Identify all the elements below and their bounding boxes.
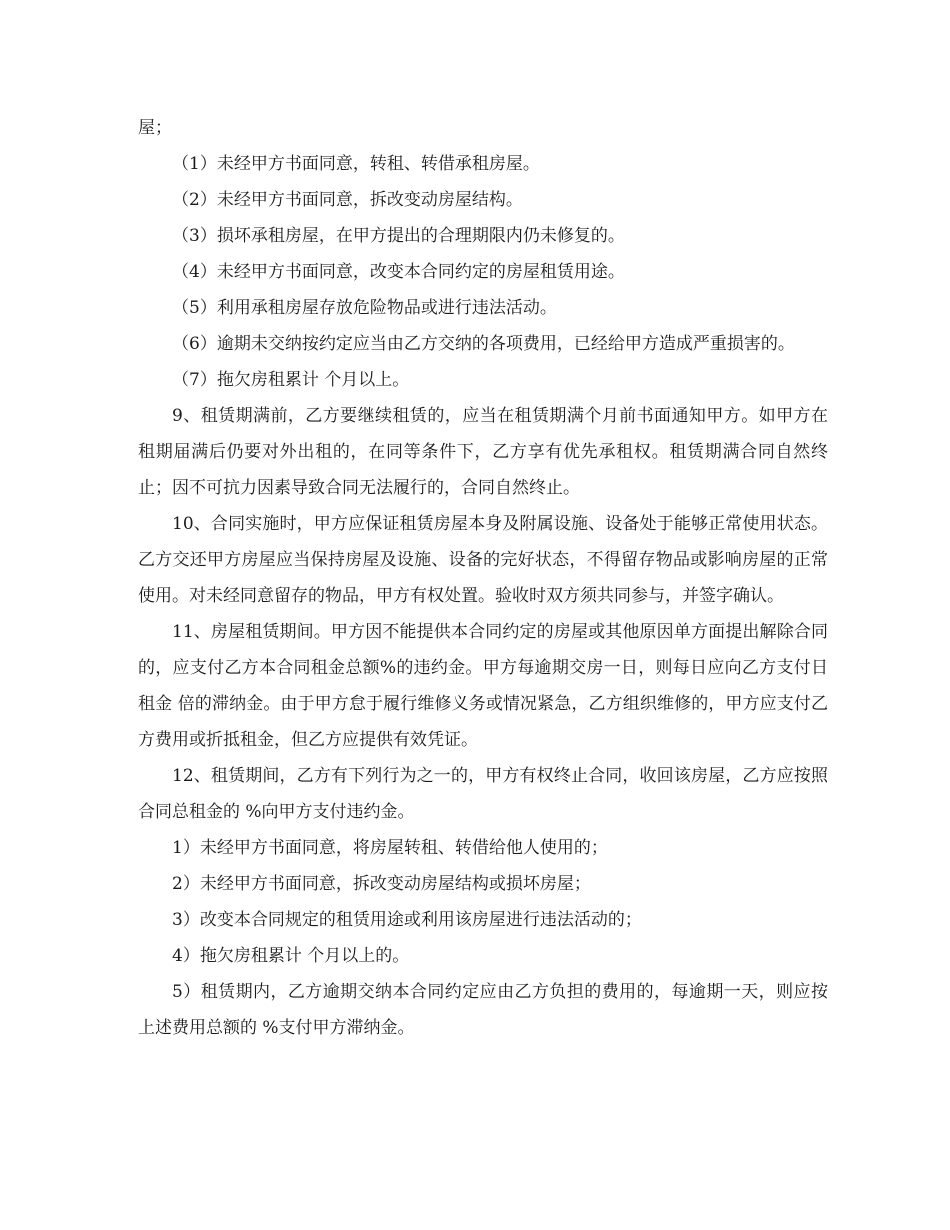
section-12-item-3: 3）改变本合同规定的租赁用途或利用该房屋进行违法活动的；	[172, 910, 642, 930]
clause-item-7: （7）拖欠房租累计 个月以上。	[172, 370, 410, 390]
clause-item-4: （4）未经甲方书面同意，改变本合同约定的房屋租赁用途。	[172, 262, 625, 282]
section-12-item-1: 1）未经甲方书面同意，将房屋转租、转借给他人使用的；	[172, 838, 608, 858]
section-10: 10、合同实施时，甲方应保证租赁房屋本身及附属设施、设备处于能够正常使用状态。乙方交还甲方房屋应当保持房屋及设施、设备的完好状态，不得留存物品或影响房屋的正常使用。对未经同意留存的物品，甲方有权处置。验收时双方须共同参与，并签字确认。	[138, 514, 828, 606]
section-12-item-2: 2）未经甲方书面同意，拆改变动房屋结构或损坏房屋；	[172, 874, 591, 894]
clause-item-2: （2）未经甲方书面同意，拆改变动房屋结构。	[172, 190, 523, 210]
document-body	[138, 110, 828, 1046]
section-12-item-5: 5）租赁期内，乙方逾期交纳本合同约定应由乙方负担的费用的，每逾期一天，则应按上述费用总额的 %支付甲方滞纳金。	[138, 982, 828, 1038]
clause-item-6: （6）逾期未交纳按约定应当由乙方交纳的各项费用，已经给甲方造成严重损害的。	[172, 334, 795, 354]
section-12-item-4: 4）拖欠房租累计 个月以上的。	[172, 946, 410, 966]
clause-item-1: （1）未经甲方书面同意，转租、转借承租房屋。	[172, 154, 540, 174]
section-11: 11、房屋租赁期间。甲方因不能提供本合同约定的房屋或其他原因单方面提出解除合同的，应支付乙方本合同租金总额%的违约金。甲方每逾期交房一日，则每日应向乙方支付日租金 倍的滞纳金。由于甲方怠于履行维修义务或情况紧急，乙方组织维修的，甲方应支付乙方费用或折抵租金，但乙方应提供有效凭证。	[138, 622, 828, 750]
clause-item-3: （3）损坏承租房屋，在甲方提出的合理期限内仍未修复的。	[172, 226, 625, 246]
clause-item-5: （5）利用承租房屋存放危险物品或进行违法活动。	[172, 298, 557, 318]
section-12: 12、租赁期间，乙方有下列行为之一的，甲方有权终止合同，收回该房屋，乙方应按照合同总租金的 %向甲方支付违约金。	[138, 766, 828, 822]
paragraph-continuation: 屋；	[138, 118, 172, 138]
section-9: 9、租赁期满前，乙方要继续租赁的，应当在租赁期满个月前书面通知甲方。如甲方在租期届满后仍要对外出租的，在同等条件下，乙方享有优先承租权。租赁期满合同自然终止；因不可抗力因素导致合同无法履行的，合同自然终止。	[138, 406, 828, 498]
